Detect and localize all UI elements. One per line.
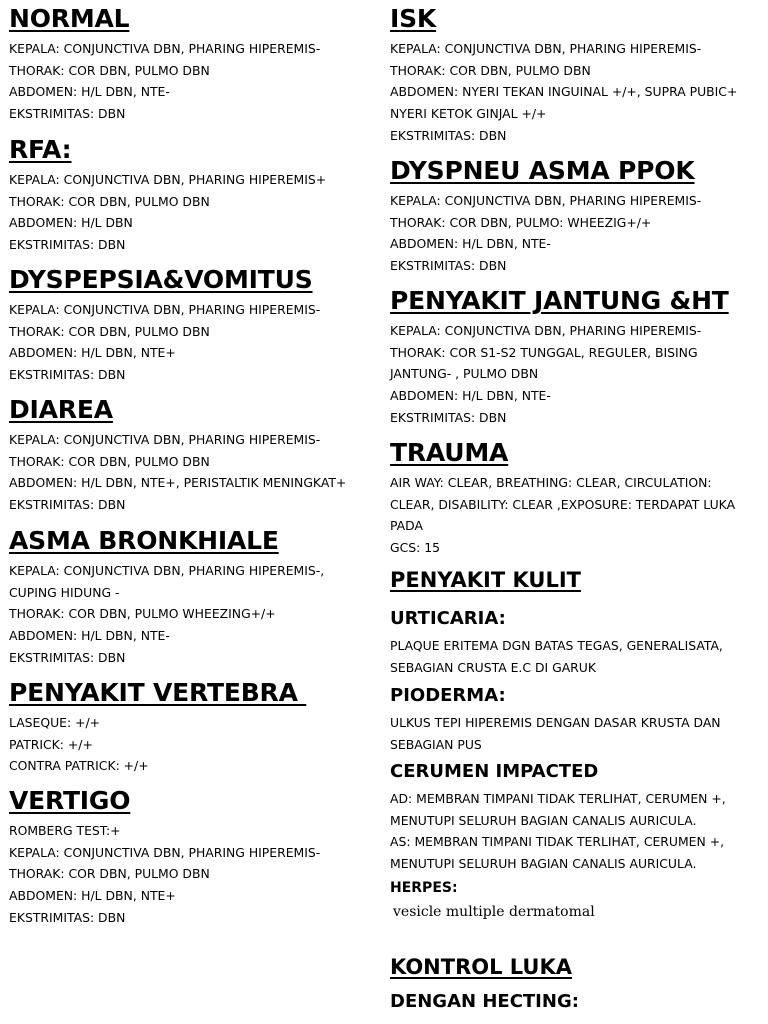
text-line: THORAK: COR DBN, PULMO DBN bbox=[390, 62, 591, 78]
subsection-title: PIODERMA: bbox=[390, 685, 506, 706]
section-title: VERTIGO bbox=[9, 786, 131, 815]
section-title: ASMA BRONKHIALE bbox=[9, 526, 279, 555]
text-line: EKSTRIMITAS: DBN bbox=[390, 258, 507, 274]
section-title: KONTROL LUKA bbox=[390, 955, 573, 979]
text-line: CLEAR, DISABILITY: CLEAR ,EXPOSURE: TERDAPAT LUKA bbox=[390, 496, 736, 512]
subsection-title: HERPES: bbox=[390, 880, 458, 896]
subsection-title: URTICARIA: bbox=[390, 608, 506, 629]
section-normal bbox=[9, 4, 374, 125]
text-line: THORAK: COR DBN, PULMO DBN bbox=[9, 453, 210, 469]
section-rfa bbox=[9, 135, 374, 256]
text-line: AD: MEMBRAN TIMPANI TIDAK TERLIHAT, CERUMEN +, bbox=[390, 791, 726, 806]
text-line: KEPALA: CONJUNCTIVA DBN, PHARING HIPEREMIS-, bbox=[9, 563, 325, 578]
section-title: PENYAKIT JANTUNG &HT bbox=[390, 286, 729, 315]
section-isk bbox=[390, 4, 762, 147]
text-line: KEPALA: CONJUNCTIVA DBN, PHARING HIPEREMIS- bbox=[390, 193, 702, 208]
text-line: AS: MEMBRAN TIMPANI TIDAK TERLIHAT, CERUMEN +, bbox=[390, 834, 725, 850]
text-line: NYERI KETOK GINJAL +/+ bbox=[390, 106, 547, 122]
text-line: CUPING HIDUNG - bbox=[9, 584, 120, 600]
text-line: EKSTRIMITAS: DBN bbox=[9, 367, 126, 383]
text-line: AIR WAY: CLEAR, BREATHING: CLEAR, CIRCULATION: bbox=[390, 475, 712, 490]
text-line: MENUTUPI SELURUH BAGIAN CANALIS AURICULA. bbox=[390, 812, 697, 828]
text-line: ABDOMEN: H/L DBN, NTE+ bbox=[9, 888, 176, 904]
text-line: ABDOMEN: H/L DBN, NTE- bbox=[9, 628, 170, 644]
text-line: THORAK: COR DBN, PULMO DBN bbox=[9, 62, 210, 78]
text-line: EKSTRIMITAS: DBN bbox=[9, 649, 126, 665]
text-line: ROMBERG TEST:+ bbox=[9, 823, 121, 838]
text-line: PADA bbox=[390, 518, 423, 534]
section-penyakit-jantung-ht bbox=[390, 286, 762, 429]
subsection-urticaria bbox=[390, 607, 762, 678]
text-line: KEPALA: CONJUNCTIVA DBN, PHARING HIPEREMIS- bbox=[390, 41, 702, 56]
section-title: TRAUMA bbox=[390, 438, 509, 467]
subsection-herpes bbox=[390, 878, 762, 924]
subsection-cerumen-impacted bbox=[390, 760, 762, 875]
text-line: THORAK: COR DBN, PULMO DBN bbox=[9, 323, 210, 339]
text-line: GCS: 15 bbox=[390, 540, 440, 556]
text-line: THORAK: COR DBN, PULMO DBN bbox=[9, 866, 210, 882]
subsection-dengan-hecting bbox=[390, 990, 762, 1014]
section-title: DIAREA bbox=[9, 395, 113, 424]
section-penyakit-vertebra bbox=[9, 678, 374, 777]
text-line: KEPALA: CONJUNCTIVA DBN, PHARING HIPEREMIS- bbox=[9, 41, 321, 56]
text-line: KEPALA: CONJUNCTIVA DBN, PHARING HIPEREMIS- bbox=[9, 432, 321, 447]
text-line: EKSTRIMITAS: DBN bbox=[390, 409, 507, 425]
text-line: ABDOMEN: H/L DBN bbox=[9, 215, 133, 231]
text-line: EKSTRIMITAS: DBN bbox=[9, 237, 126, 253]
text-line: vesicle multiple dermatomal bbox=[393, 904, 595, 920]
subsection-title: CERUMEN IMPACTED bbox=[390, 761, 599, 782]
text-line: KEPALA: CONJUNCTIVA DBN, PHARING HIPEREMIS- bbox=[9, 844, 321, 860]
text-line: JANTUNG- , PULMO DBN bbox=[390, 366, 539, 382]
text-line: EKSTRIMITAS: DBN bbox=[9, 909, 126, 925]
section-title: DYSPNEU ASMA PPOK bbox=[390, 156, 695, 185]
section-title: ISK bbox=[390, 4, 437, 33]
subsection-pioderma bbox=[390, 684, 762, 755]
text-line: SEBAGIAN PUS bbox=[390, 736, 482, 752]
section-title: NORMAL bbox=[9, 4, 130, 33]
text-line: THORAK: COR DBN, PULMO DBN bbox=[9, 193, 210, 209]
text-line: ABDOMEN: NYERI TEKAN INGUINAL +/+, SUPRA PUBIC+ bbox=[390, 84, 738, 100]
section-title: PENYAKIT KULIT bbox=[390, 568, 581, 592]
text-line: ABDOMEN: H/L DBN, NTE- bbox=[390, 236, 551, 252]
text-line: ABDOMEN: H/L DBN, NTE- bbox=[9, 84, 170, 100]
section-diarea bbox=[9, 395, 374, 516]
section-title: RFA: bbox=[9, 135, 72, 164]
text-line: ABDOMEN: H/L DBN, NTE+ bbox=[9, 345, 176, 361]
text-line: THORAK: COR DBN, PULMO: WHEEZIG+/+ bbox=[390, 214, 652, 230]
text-line: PLAQUE ERITEMA DGN BATAS TEGAS, GENERALISATA, bbox=[390, 638, 723, 653]
subsection-title: DENGAN HECTING: bbox=[390, 991, 579, 1012]
section-asma-bronkhiale bbox=[9, 526, 374, 669]
section-title: DYSPEPSIA&VOMITUS bbox=[9, 265, 313, 294]
text-line: EKSTRIMITAS: DBN bbox=[9, 106, 126, 122]
section-kontrol-luka bbox=[390, 955, 762, 979]
text-line: KEPALA: CONJUNCTIVA DBN, PHARING HIPEREMIS+ bbox=[9, 172, 327, 187]
text-line: KEPALA: CONJUNCTIVA DBN, PHARING HIPEREMIS- bbox=[9, 302, 321, 317]
text-line: ABDOMEN: H/L DBN, NTE+, PERISTALTIK MENINGKAT+ bbox=[9, 475, 347, 491]
text-line: ULKUS TEPI HIPEREMIS DENGAN DASAR KRUSTA DAN bbox=[390, 715, 721, 730]
text-line: SEBAGIAN CRUSTA E.C DI GARUK bbox=[390, 659, 596, 675]
section-vertigo bbox=[9, 786, 374, 929]
section-penyakit-kulit bbox=[390, 568, 762, 592]
section-dyspepsia-vomitus bbox=[9, 265, 374, 386]
text-line: THORAK: COR DBN, PULMO WHEEZING+/+ bbox=[9, 606, 276, 622]
text-line: THORAK: COR S1-S2 TUNGGAL, REGULER, BISING bbox=[390, 344, 698, 360]
text-line: KEPALA: CONJUNCTIVA DBN, PHARING HIPEREMIS- bbox=[390, 323, 702, 338]
section-dyspneu-asma-ppok bbox=[390, 156, 762, 277]
text-line: MENUTUPI SELURUH BAGIAN CANALIS AURICULA. bbox=[390, 856, 697, 872]
text-line: LASEQUE: +/+ bbox=[9, 715, 101, 730]
section-title: PENYAKIT VERTEBRA bbox=[9, 678, 307, 707]
text-line: PATRICK: +/+ bbox=[9, 736, 93, 752]
text-line: EKSTRIMITAS: DBN bbox=[390, 127, 507, 143]
text-line: EKSTRIMITAS: DBN bbox=[9, 497, 126, 513]
text-line: CONTRA PATRICK: +/+ bbox=[9, 758, 149, 774]
section-trauma bbox=[390, 438, 762, 559]
text-line: ABDOMEN: H/L DBN, NTE- bbox=[390, 388, 551, 404]
